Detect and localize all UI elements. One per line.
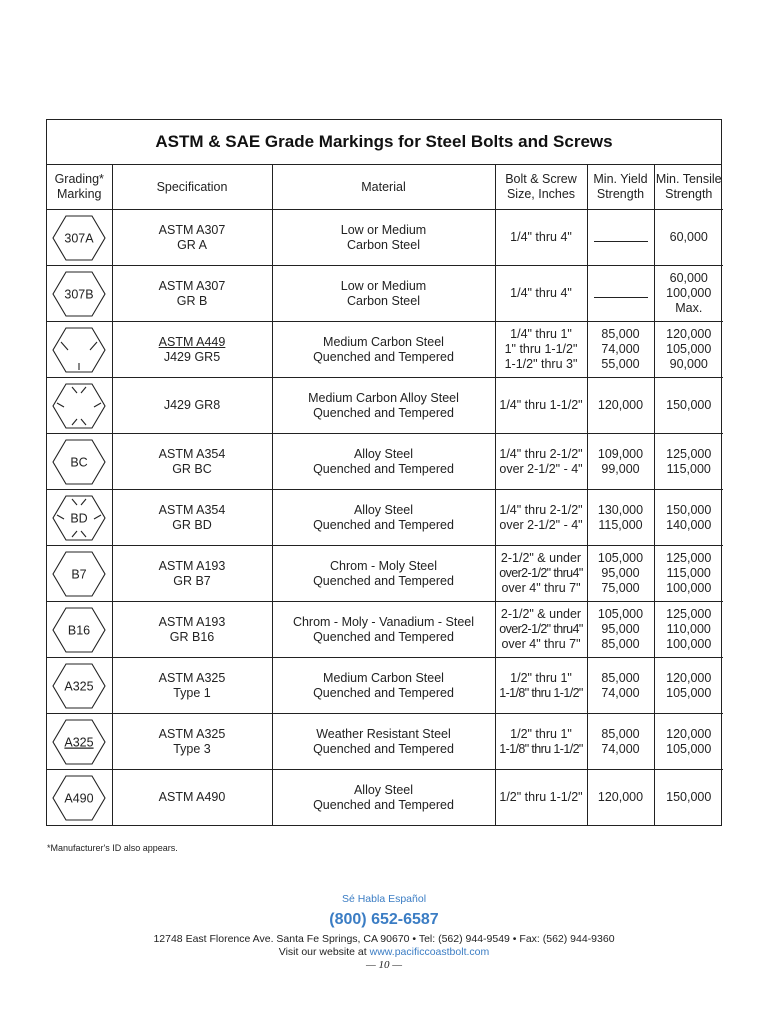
min-tensile-cell xyxy=(654,714,723,770)
yield-value: 95,000 xyxy=(601,622,640,636)
header-line: Grading* xyxy=(54,172,104,186)
header-line: Specification xyxy=(156,179,228,194)
col-specification-header xyxy=(112,165,272,210)
material-line: Low or Medium xyxy=(340,278,427,293)
size-line: 1/4" thru 1" xyxy=(510,327,572,341)
header-line: Strength xyxy=(665,187,713,201)
material-cell xyxy=(272,490,495,546)
header-row xyxy=(47,165,723,210)
tensile-value: Max. xyxy=(675,301,703,315)
yield-value: 74,000 xyxy=(601,685,640,700)
grading-marking-cell xyxy=(47,434,112,490)
material-line: Medium Carbon Alloy Steel xyxy=(308,390,459,405)
tensile-value: 100,000 xyxy=(666,637,712,651)
specification-line: Type 3 xyxy=(173,741,211,756)
header-line: Min. Yield xyxy=(593,172,648,186)
min-yield-cell xyxy=(587,322,654,378)
specification-line: J429 GR5 xyxy=(163,349,221,364)
grade-mark-text: A490 xyxy=(64,791,94,805)
material-line: Chrom - Moly - Vanadium - Steel xyxy=(292,614,475,629)
phone-number[interactable]: (800) 652-6587 xyxy=(329,911,439,928)
table-body xyxy=(47,210,723,826)
material-line: Alloy Steel xyxy=(353,502,414,517)
specification-line: ASTM A449 xyxy=(158,334,226,349)
specification-cell xyxy=(112,210,272,266)
min-yield-cell xyxy=(587,770,654,826)
material-line: Quenched and Tempered xyxy=(313,405,454,420)
material-line: Quenched and Tempered xyxy=(313,741,454,756)
size-line: 1-1/8" thru 1-1/2" xyxy=(499,685,583,700)
radial-line-mark xyxy=(81,387,86,393)
material-line: Low or Medium xyxy=(340,222,427,237)
website-link[interactable]: www.pacificcoastbolt.com xyxy=(369,946,490,958)
grade-markings-table-frame xyxy=(46,119,722,826)
size-line: 1-1/8" thru 1-1/2" xyxy=(499,741,583,756)
material-line: Quenched and Tempered xyxy=(313,517,454,532)
radial-line-mark xyxy=(94,515,101,519)
tensile-value: 125,000 xyxy=(666,607,712,621)
col-material-header xyxy=(272,165,495,210)
hex-bolt-head-icon xyxy=(51,493,107,543)
size-line: over2-1/2" thru4" xyxy=(499,566,583,580)
material-line: Weather Resistant Steel xyxy=(316,726,451,741)
col-min-yield-header xyxy=(587,165,654,210)
radial-line-mark xyxy=(72,387,77,393)
size-cell xyxy=(495,658,587,714)
yield-value: 85,000 xyxy=(601,726,640,741)
specification-line: GR B7 xyxy=(173,573,211,588)
specification-line: GR BD xyxy=(172,517,212,532)
material-line: Quenched and Tempered xyxy=(313,629,454,644)
specification-cell xyxy=(112,266,272,322)
grading-marking-cell xyxy=(47,378,112,434)
tensile-value: 105,000 xyxy=(666,342,712,356)
specification-line: J429 GR8 xyxy=(163,398,221,412)
yield-value: 105,000 xyxy=(597,551,644,565)
specification-line: ASTM A325 xyxy=(158,670,226,685)
table-row xyxy=(47,266,723,322)
tensile-value: 105,000 xyxy=(666,741,712,756)
specification-line: ASTM A307 xyxy=(158,222,226,237)
material-line: Medium Carbon Steel xyxy=(323,670,444,685)
material-cell xyxy=(272,434,495,490)
size-line: 1" thru 1-1/2" xyxy=(504,342,578,356)
material-line: Carbon Steel xyxy=(347,293,420,308)
min-yield-cell xyxy=(587,266,654,322)
size-line: over 2-1/2" - 4" xyxy=(499,461,583,476)
website-prefix: Visit our website at xyxy=(278,946,370,958)
yield-value: 120,000 xyxy=(597,790,644,804)
min-tensile-cell xyxy=(654,378,723,434)
radial-line-mark xyxy=(90,342,97,350)
col-min-tensile-header xyxy=(654,165,723,210)
min-tensile-cell xyxy=(654,546,723,602)
radial-line-mark xyxy=(72,419,77,425)
hex-bolt-head-icon xyxy=(51,549,107,599)
size-line: over 2-1/2" - 4" xyxy=(499,517,583,532)
hex-bolt-head-icon xyxy=(51,213,107,263)
specification-cell xyxy=(112,770,272,826)
specification-cell xyxy=(112,322,272,378)
table-row xyxy=(47,602,723,658)
yield-value: 55,000 xyxy=(601,357,640,371)
tensile-value: 140,000 xyxy=(666,517,712,532)
material-cell xyxy=(272,378,495,434)
specification-cell xyxy=(112,546,272,602)
size-line: 1/2" thru 1-1/2" xyxy=(499,790,583,804)
size-line: over2-1/2" thru4" xyxy=(499,622,583,636)
size-cell xyxy=(495,770,587,826)
tensile-value: 60,000 xyxy=(669,230,708,244)
min-yield-cell xyxy=(587,602,654,658)
specification-line: GR A xyxy=(177,237,207,252)
radial-line-mark xyxy=(57,403,64,407)
grade-mark-text: 307B xyxy=(64,287,94,301)
min-tensile-cell xyxy=(654,266,723,322)
yield-value: 109,000 xyxy=(597,446,644,461)
min-yield-cell xyxy=(587,378,654,434)
min-tensile-cell xyxy=(654,210,723,266)
size-line: 1/4" thru 2-1/2" xyxy=(499,446,583,461)
size-cell xyxy=(495,434,587,490)
hex-bolt-head-icon xyxy=(51,269,107,319)
size-cell xyxy=(495,546,587,602)
size-line: 2-1/2" & under xyxy=(500,551,582,565)
min-yield-cell xyxy=(587,658,654,714)
specification-cell xyxy=(112,602,272,658)
size-line: 1/4" thru 4" xyxy=(510,286,572,300)
specification-line: Type 1 xyxy=(173,685,211,700)
material-cell xyxy=(272,322,495,378)
tensile-value: 150,000 xyxy=(666,398,712,412)
tensile-value: 115,000 xyxy=(666,461,711,476)
header-line: Marking xyxy=(57,187,102,201)
size-cell xyxy=(495,602,587,658)
table-row xyxy=(47,210,723,266)
header-line: Strength xyxy=(596,187,645,201)
material-cell xyxy=(272,714,495,770)
tensile-value: 115,000 xyxy=(666,566,711,580)
hex-bolt-head-icon xyxy=(51,605,107,655)
yield-value: 75,000 xyxy=(601,581,640,595)
grading-marking-cell xyxy=(47,490,112,546)
specification-cell xyxy=(112,378,272,434)
website-line xyxy=(0,946,768,958)
tensile-value: 120,000 xyxy=(666,327,712,341)
grade-mark-text: A325 xyxy=(64,735,94,749)
min-tensile-cell xyxy=(654,322,723,378)
grading-marking-cell xyxy=(47,714,112,770)
material-line: Quenched and Tempered xyxy=(313,573,454,588)
grade-mark-text: A325 xyxy=(64,679,94,693)
tensile-value: 100,000 xyxy=(666,286,712,300)
min-yield-cell xyxy=(587,434,654,490)
specification-cell xyxy=(112,434,272,490)
size-line: over 4" thru 7" xyxy=(501,637,581,651)
header-line: Material xyxy=(361,179,406,194)
grade-mark-text: B7 xyxy=(71,567,87,581)
size-cell xyxy=(495,714,587,770)
size-cell xyxy=(495,490,587,546)
min-tensile-cell xyxy=(654,434,723,490)
address-line: 12748 East Florence Ave. Santa Fe Springs, CA 90670 • Tel: (562) 944-9549 • Fax: (562) 944-9360 xyxy=(153,933,615,945)
table-row xyxy=(47,714,723,770)
specification-line: GR BC xyxy=(172,461,212,476)
table-row xyxy=(47,770,723,826)
material-line: Carbon Steel xyxy=(347,237,420,252)
min-tensile-cell xyxy=(654,602,723,658)
material-cell xyxy=(272,770,495,826)
tensile-value: 100,000 xyxy=(666,581,712,595)
material-line: Quenched and Tempered xyxy=(313,685,454,700)
grading-marking-cell xyxy=(47,658,112,714)
hex-bolt-head-icon xyxy=(51,661,107,711)
yield-value: 74,000 xyxy=(601,342,640,356)
grade-markings-table xyxy=(47,165,723,825)
radial-line-mark xyxy=(57,515,64,519)
table-row xyxy=(47,322,723,378)
min-yield-cell xyxy=(587,210,654,266)
size-line: 1/2" thru 1" xyxy=(510,726,572,741)
radial-line-mark xyxy=(72,499,77,505)
tensile-value: 120,000 xyxy=(666,726,712,741)
yield-value: 74,000 xyxy=(601,741,640,756)
hexagon-outline xyxy=(53,384,105,428)
grade-mark-text: 307A xyxy=(64,231,94,245)
footnote: *Manufacturer's ID also appears. xyxy=(47,843,178,853)
hex-bolt-head-icon xyxy=(51,717,107,767)
tensile-value: 125,000 xyxy=(666,551,712,565)
header-line: Bolt & Screw xyxy=(505,172,577,186)
blank-value-line xyxy=(594,289,648,298)
hex-bolt-head-icon xyxy=(51,325,107,375)
material-line: Chrom - Moly Steel xyxy=(330,558,437,573)
min-tensile-cell xyxy=(654,770,723,826)
specification-cell xyxy=(112,658,272,714)
material-line: Medium Carbon Steel xyxy=(323,334,444,349)
material-cell xyxy=(272,602,495,658)
tensile-value: 110,000 xyxy=(666,622,711,636)
tensile-value: 150,000 xyxy=(666,502,712,517)
specification-line: ASTM A354 xyxy=(158,446,226,461)
radial-line-mark xyxy=(72,531,77,537)
yield-value: 85,000 xyxy=(601,637,640,651)
size-line: 1/4" thru 4" xyxy=(510,230,572,244)
yield-value: 130,000 xyxy=(597,502,644,517)
table-row xyxy=(47,434,723,490)
specification-line: ASTM A354 xyxy=(158,502,226,517)
radial-line-mark xyxy=(81,499,86,505)
material-cell xyxy=(272,266,495,322)
specification-line: GR B16 xyxy=(169,629,215,644)
size-cell xyxy=(495,378,587,434)
specification-line: ASTM A193 xyxy=(158,558,226,573)
table-row xyxy=(47,658,723,714)
hex-bolt-head-icon xyxy=(51,381,107,431)
grade-mark-text: BD xyxy=(70,511,88,525)
material-cell xyxy=(272,546,495,602)
tensile-value: 90,000 xyxy=(669,357,708,371)
grading-marking-cell xyxy=(47,266,112,322)
blank-value-line xyxy=(594,233,648,242)
table-title: ASTM & SAE Grade Markings for Steel Bolts and Screws xyxy=(47,120,721,165)
grade-mark-text: B16 xyxy=(68,623,91,637)
size-line: 1/2" thru 1" xyxy=(510,670,572,685)
yield-value: 95,000 xyxy=(601,566,640,580)
material-line: Quenched and Tempered xyxy=(313,797,454,812)
specification-line: ASTM A490 xyxy=(158,790,226,804)
tensile-value: 125,000 xyxy=(666,446,712,461)
material-cell xyxy=(272,210,495,266)
material-line: Quenched and Tempered xyxy=(313,461,454,476)
specification-line: ASTM A325 xyxy=(158,726,226,741)
tensile-value: 150,000 xyxy=(666,790,712,804)
se-habla-espanol: Sé Habla Español xyxy=(341,893,427,905)
hex-bolt-head-icon xyxy=(51,773,107,823)
size-cell xyxy=(495,322,587,378)
radial-line-mark xyxy=(61,342,68,350)
specification-line: ASTM A307 xyxy=(158,278,226,293)
grading-marking-cell xyxy=(47,602,112,658)
radial-line-mark xyxy=(94,403,101,407)
yield-value: 99,000 xyxy=(601,461,640,476)
specification-cell xyxy=(112,714,272,770)
hex-bolt-head-icon xyxy=(51,437,107,487)
grading-marking-cell xyxy=(47,322,112,378)
yield-value: 85,000 xyxy=(601,670,640,685)
min-tensile-cell xyxy=(654,490,723,546)
size-line: 1/4" thru 1-1/2" xyxy=(499,398,583,412)
min-tensile-cell xyxy=(654,658,723,714)
material-line: Alloy Steel xyxy=(353,782,414,797)
size-line: 1-1/2" thru 3" xyxy=(504,357,578,371)
material-line: Quenched and Tempered xyxy=(313,349,454,364)
yield-value: 115,000 xyxy=(598,517,643,532)
size-cell xyxy=(495,210,587,266)
tensile-value: 60,000 xyxy=(669,271,708,285)
specification-cell xyxy=(112,490,272,546)
material-line: Alloy Steel xyxy=(353,446,414,461)
grading-marking-cell xyxy=(47,770,112,826)
size-line: 2-1/2" & under xyxy=(500,607,582,621)
grade-mark-text: BC xyxy=(70,455,88,469)
radial-line-mark xyxy=(81,419,86,425)
min-yield-cell xyxy=(587,490,654,546)
tensile-value: 120,000 xyxy=(666,670,712,685)
col-grading-marking-header xyxy=(47,165,112,210)
size-line: over 4" thru 7" xyxy=(501,581,581,595)
table-row xyxy=(47,378,723,434)
header-line: Min. Tensile xyxy=(655,172,722,186)
tensile-value: 105,000 xyxy=(666,685,712,700)
grading-marking-cell xyxy=(47,546,112,602)
header-line: Size, Inches xyxy=(506,187,576,201)
col-size-header xyxy=(495,165,587,210)
table-row xyxy=(47,490,723,546)
table-row xyxy=(47,546,723,602)
yield-value: 105,000 xyxy=(597,607,644,621)
min-yield-cell xyxy=(587,714,654,770)
size-cell xyxy=(495,266,587,322)
size-line: 1/4" thru 2-1/2" xyxy=(499,502,583,517)
min-yield-cell xyxy=(587,546,654,602)
page-number: — 10 — xyxy=(365,959,403,971)
specification-line: ASTM A193 xyxy=(158,614,226,629)
yield-value: 120,000 xyxy=(597,398,644,412)
grading-marking-cell xyxy=(47,210,112,266)
radial-line-mark xyxy=(81,531,86,537)
yield-value: 85,000 xyxy=(601,327,640,341)
specification-line: GR B xyxy=(176,293,208,308)
material-cell xyxy=(272,658,495,714)
